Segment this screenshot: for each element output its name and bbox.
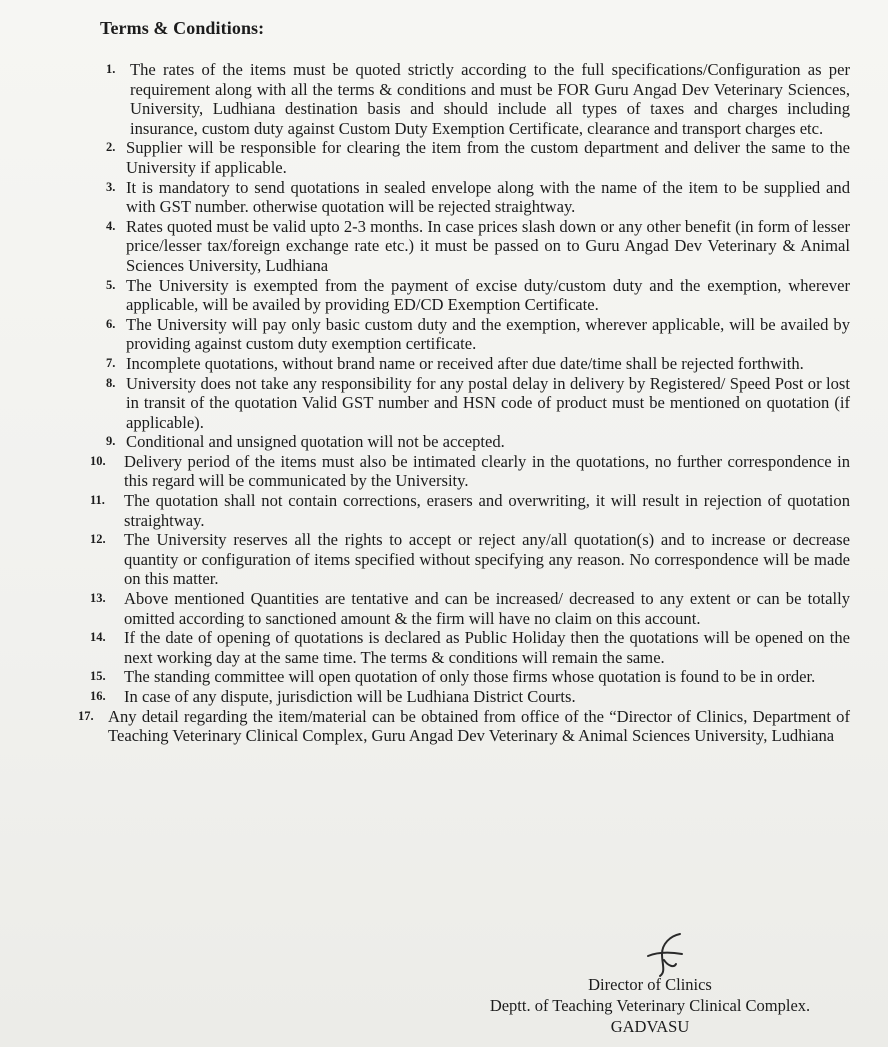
term-text: Incomplete quotations, without brand name or received after due date/time shall be rejected forthwith. <box>126 353 804 373</box>
term-text: The University will pay only basic custom duty and the exemption, wherever applicable, will be availed by providing against custom duty exemption certificate. <box>126 314 850 354</box>
term-text: The University reserves all the rights to accept or reject any/all quotation(s) and to increase or decrease quantity or configuration of items specified without specifying any reason. No correspondence will be made on this matter. <box>124 530 850 589</box>
term-text: If the date of opening of quotations is declared as Public Holiday then the quotations will be opened on the next working day at the same time. The terms & conditions will remain the same. <box>124 628 850 667</box>
term-text: In case of any dispute, jurisdiction will be Ludhiana District Courts. <box>124 687 576 706</box>
term-text: Any detail regarding the item/material can be obtained from office of the “Director of Clinics, Department of Teaching Veterinary Clinical Complex, Guru Angad Dev Veterinary & Animal Sciences University, Ludhiana <box>108 706 850 746</box>
term-text: Conditional and unsigned quotation will not be accepted. <box>126 432 505 452</box>
term-number: 6. <box>106 316 116 331</box>
term-number: 2. <box>106 140 116 155</box>
term-7 <box>78 354 850 374</box>
term-number: 3. <box>106 179 116 194</box>
term-number: 10. <box>90 453 106 468</box>
term-11 <box>78 491 850 530</box>
term-1 <box>78 60 850 138</box>
term-number: 14. <box>90 630 106 645</box>
term-12 <box>78 530 850 589</box>
term-text: The rates of the items must be quoted strictly according to the full specifications/Configuration as per requirement along with all the terms & conditions and must be FOR Guru Angad Dev Veterinary Sciences, University, Ludhiana destination basis and should include all types of taxes and charges including insurance, custom duty against Custom Duty Exemption Certificate, clearance and transport charges etc. <box>130 60 850 138</box>
term-3 <box>78 178 850 217</box>
term-number: 8. <box>106 375 116 390</box>
term-text: The University is exempted from the payment of excise duty/custom duty and the exemption, wherever applicable, will be availed by providing ED/CD Exemption Certificate. <box>126 275 850 315</box>
term-text: The quotation shall not contain corrections, erasers and overwriting, it will result in rejection of quotation straightway. <box>124 491 850 530</box>
term-6 <box>78 315 850 354</box>
signatory-institution: GADVASU <box>610 1017 690 1036</box>
term-14 <box>78 628 850 667</box>
term-number: 11. <box>90 493 105 508</box>
signature-block <box>470 974 830 1037</box>
term-number: 17. <box>78 708 94 723</box>
term-number: 9. <box>106 434 116 449</box>
term-number: 7. <box>106 355 116 370</box>
term-13 <box>78 589 850 628</box>
term-number: 15. <box>90 669 106 684</box>
term-16 <box>78 687 850 707</box>
term-number: 12. <box>90 532 106 547</box>
term-number: 13. <box>90 591 106 606</box>
term-8 <box>78 374 850 433</box>
term-text: Delivery period of the items must also be intimated clearly in the quotations, no further correspondence in this regard will be communicated by the University. <box>124 451 850 491</box>
signatory-title: Director of Clinics <box>588 975 712 994</box>
page-title: Terms & Conditions: <box>100 18 265 38</box>
term-text: Above mentioned Quantities are tentative and can be increased/ decreased to any extent or can be totally omitted according to sanctioned amount & the firm will have no claim on this account. <box>124 589 850 628</box>
handwritten-signature <box>640 930 700 978</box>
terms-list <box>78 60 850 746</box>
term-text: It is mandatory to send quotations in sealed envelope along with the name of the item to be supplied and with GST number. otherwise quotation will be rejected straightway. <box>126 177 850 217</box>
signatory-department: Deptt. of Teaching Veterinary Clinical Complex. <box>489 996 811 1015</box>
term-text: The standing committee will open quotation of only those firms whose quotation is found to be in order. <box>124 667 816 687</box>
term-number: 16. <box>90 689 106 703</box>
term-4 <box>78 217 850 276</box>
term-5 <box>78 276 850 315</box>
term-9 <box>78 432 850 452</box>
term-number: 5. <box>106 277 116 292</box>
term-text: Supplier will be responsible for clearing the item from the custom department and deliver the same to the University if applicable. <box>126 138 850 177</box>
term-15 <box>78 667 850 687</box>
term-17 <box>78 707 850 746</box>
term-text: University does not take any responsibility for any postal delay in delivery by Registered/ Speed Post or lost in transit of the quotation Valid GST number and HSN code of product must be mentioned on quotation (if applicable). <box>126 373 850 432</box>
term-number: 1. <box>106 62 116 76</box>
term-2 <box>78 138 850 177</box>
term-text: Rates quoted must be valid upto 2-3 months. In case prices slash down or any other benefit (in form of lesser price/lesser tax/foreign exchange rate etc.) it must be passed on to Guru Angad Dev Veterinary & Animal Sciences University, Ludhiana <box>126 216 850 275</box>
term-number: 4. <box>106 218 116 233</box>
term-10 <box>78 452 850 491</box>
